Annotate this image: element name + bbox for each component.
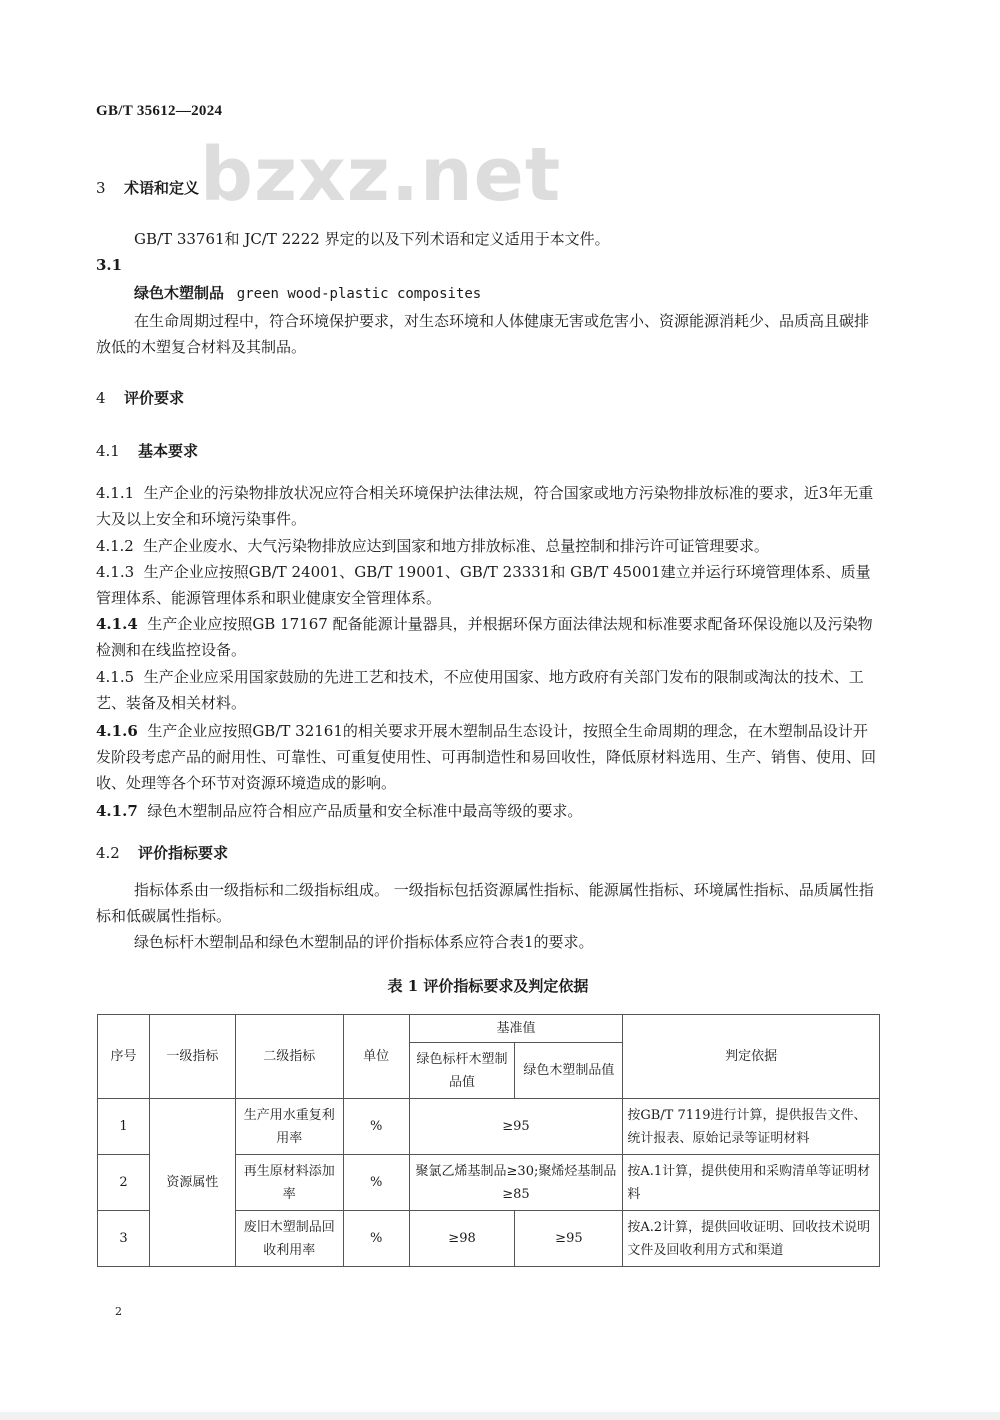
cell-seq: 2: [98, 1155, 150, 1211]
clause-number: 4.1.4: [96, 615, 138, 633]
clause-4-1-2: [96, 533, 880, 559]
cell-seq: 1: [98, 1099, 150, 1155]
clause-number: 4.1.7: [96, 802, 138, 820]
cell-basis: 按GB/T 7119进行计算，提供报告文件、统计报表、原始记录等证明材料: [623, 1099, 880, 1155]
evaluation-table: [97, 1014, 880, 1267]
term-name: [134, 282, 481, 303]
clause-4-1-1: [96, 480, 880, 532]
clause-text: 绿色木塑制品应符合相应产品质量和安全标准中最高等级的要求。: [147, 802, 583, 820]
cell-basis: 按A.1计算，提供使用和采购清单等证明材料: [623, 1155, 880, 1211]
section-title: 评价要求: [124, 389, 185, 407]
clause-number: 4.1.5: [96, 668, 135, 686]
header-basis: 判定依据: [623, 1015, 880, 1099]
watermark: bzxz.net: [200, 132, 562, 218]
clause-number: 4.1.2: [96, 537, 134, 555]
cell-unit: %: [343, 1099, 409, 1155]
page-number: 2: [115, 1305, 122, 1318]
clause-4-1-7: [96, 798, 880, 824]
section-number: 4: [96, 389, 106, 407]
section-title: 评价指标要求: [138, 844, 229, 862]
header-baseline: 基准值: [409, 1015, 623, 1043]
section-title: 术语和定义: [124, 179, 200, 197]
term-en: green wood-plastic composites: [236, 286, 482, 302]
header-seq: 序号: [98, 1015, 150, 1099]
cell-level2: 生产用水重复利用率: [235, 1099, 343, 1155]
section-4-1-heading: [96, 440, 198, 461]
terms-intro: GB/T 33761和 JC/T 2222 界定的以及下列术语和定义适用于本文件。: [134, 230, 610, 248]
section-number: 4.1: [96, 442, 120, 460]
clause-4-1-3: [96, 559, 880, 611]
table-caption: 表 1 评价指标要求及判定依据: [387, 977, 589, 995]
clause-number: 4.1.6: [96, 722, 138, 740]
cell-value: 聚氯乙烯基制品≥30;聚烯烃基制品≥85: [409, 1155, 623, 1211]
cell-seq: 3: [98, 1211, 150, 1267]
table-reference-paragraph: 绿色标杆木塑制品和绿色木塑制品的评价指标体系应符合表1的要求。: [134, 933, 594, 951]
section-number: 4.2: [96, 844, 120, 862]
cell-benchmark: ≥98: [409, 1211, 515, 1267]
clause-4-1-6: [96, 718, 880, 796]
section-4-2-heading: [96, 842, 228, 863]
clause-text: 生产企业的污染物排放状况应符合相关环境保护法律法规，符合国家或地方污染物排放标准的要求，近3年无重大及以上安全和环境污染事件。: [96, 484, 874, 528]
clause-number: 4.1.3: [96, 563, 135, 581]
header-green: 绿色木塑制品值: [515, 1043, 623, 1099]
section-number: 3: [96, 179, 106, 197]
section-title: 基本要求: [138, 442, 199, 460]
cell-unit: %: [343, 1211, 409, 1267]
clause-text: 生产企业应按照GB/T 24001、GB/T 19001、GB/T 23331和 GB/T 45001建立并运行环境管理体系、质量管理体系、能源管理体系和职业健康安全管理体系。: [96, 563, 871, 607]
clause-4-1-4: [96, 611, 880, 663]
term-number: 3.1: [96, 256, 123, 274]
header-unit: 单位: [343, 1015, 409, 1099]
section-4-heading: [96, 387, 184, 408]
clause-text: 生产企业应采用国家鼓励的先进工艺和技术，不应使用国家、地方政府有关部门发布的限制或淘汰的技术、工艺、装备及相关材料。: [96, 668, 864, 712]
cell-level2: 废旧木塑制品回收利用率: [235, 1211, 343, 1267]
indicator-system-paragraph: 指标体系由一级指标和二级指标组成。 一级指标包括资源属性指标、能源属性指标、环境属性指标、品质属性指标和低碳属性指标。: [96, 881, 874, 925]
clause-text: 生产企业废水、大气污染物排放应达到国家和地方排放标准、总量控制和排污许可证管理要求。: [143, 537, 769, 555]
header-benchmark: 绿色标杆木塑制品值: [409, 1043, 515, 1099]
cell-group: 资源属性: [149, 1099, 235, 1267]
cell-unit: %: [343, 1155, 409, 1211]
clause-4-1-5: [96, 664, 880, 716]
header-level1: 一级指标: [149, 1015, 235, 1099]
clause-text: 生产企业应按照GB 17167 配备能源计量器具，并根据环保方面法律法规和标准要求配备环保设施以及污染物检测和在线监控设备。: [96, 615, 873, 659]
table-row: [98, 1099, 880, 1155]
header-level2: 二级指标: [235, 1015, 343, 1099]
term-cn: 绿色木塑制品: [134, 284, 225, 302]
cell-level2: 再生原材料添加率: [235, 1155, 343, 1211]
term-definition: 在生命周期过程中，符合环境保护要求，对生态环境和人体健康无害或危害小、资源能源消耗少、品质高且碳排放低的木塑复合材料及其制品。: [96, 312, 870, 356]
clause-text: 生产企业应按照GB/T 32161的相关要求开展木塑制品生态设计，按照全生命周期的理念，在木塑制品设计开发阶段考虑产品的耐用性、可靠性、可重复使用性、可再制造性和易回收性，降低原材料选用、生产、销售、使用、回收、处理等各个环节对资源环境造成的影响。: [96, 722, 877, 792]
cell-value: ≥95: [409, 1099, 623, 1155]
cell-green: ≥95: [515, 1211, 623, 1267]
page-bottom-edge: [0, 1412, 1000, 1420]
clause-number: 4.1.1: [96, 484, 135, 502]
standard-header: GB/T 35612—2024: [96, 103, 223, 119]
section-3-heading: [96, 177, 199, 198]
cell-basis: 按A.2计算，提供回收证明、回收技术说明文件及回收利用方式和渠道: [623, 1211, 880, 1267]
